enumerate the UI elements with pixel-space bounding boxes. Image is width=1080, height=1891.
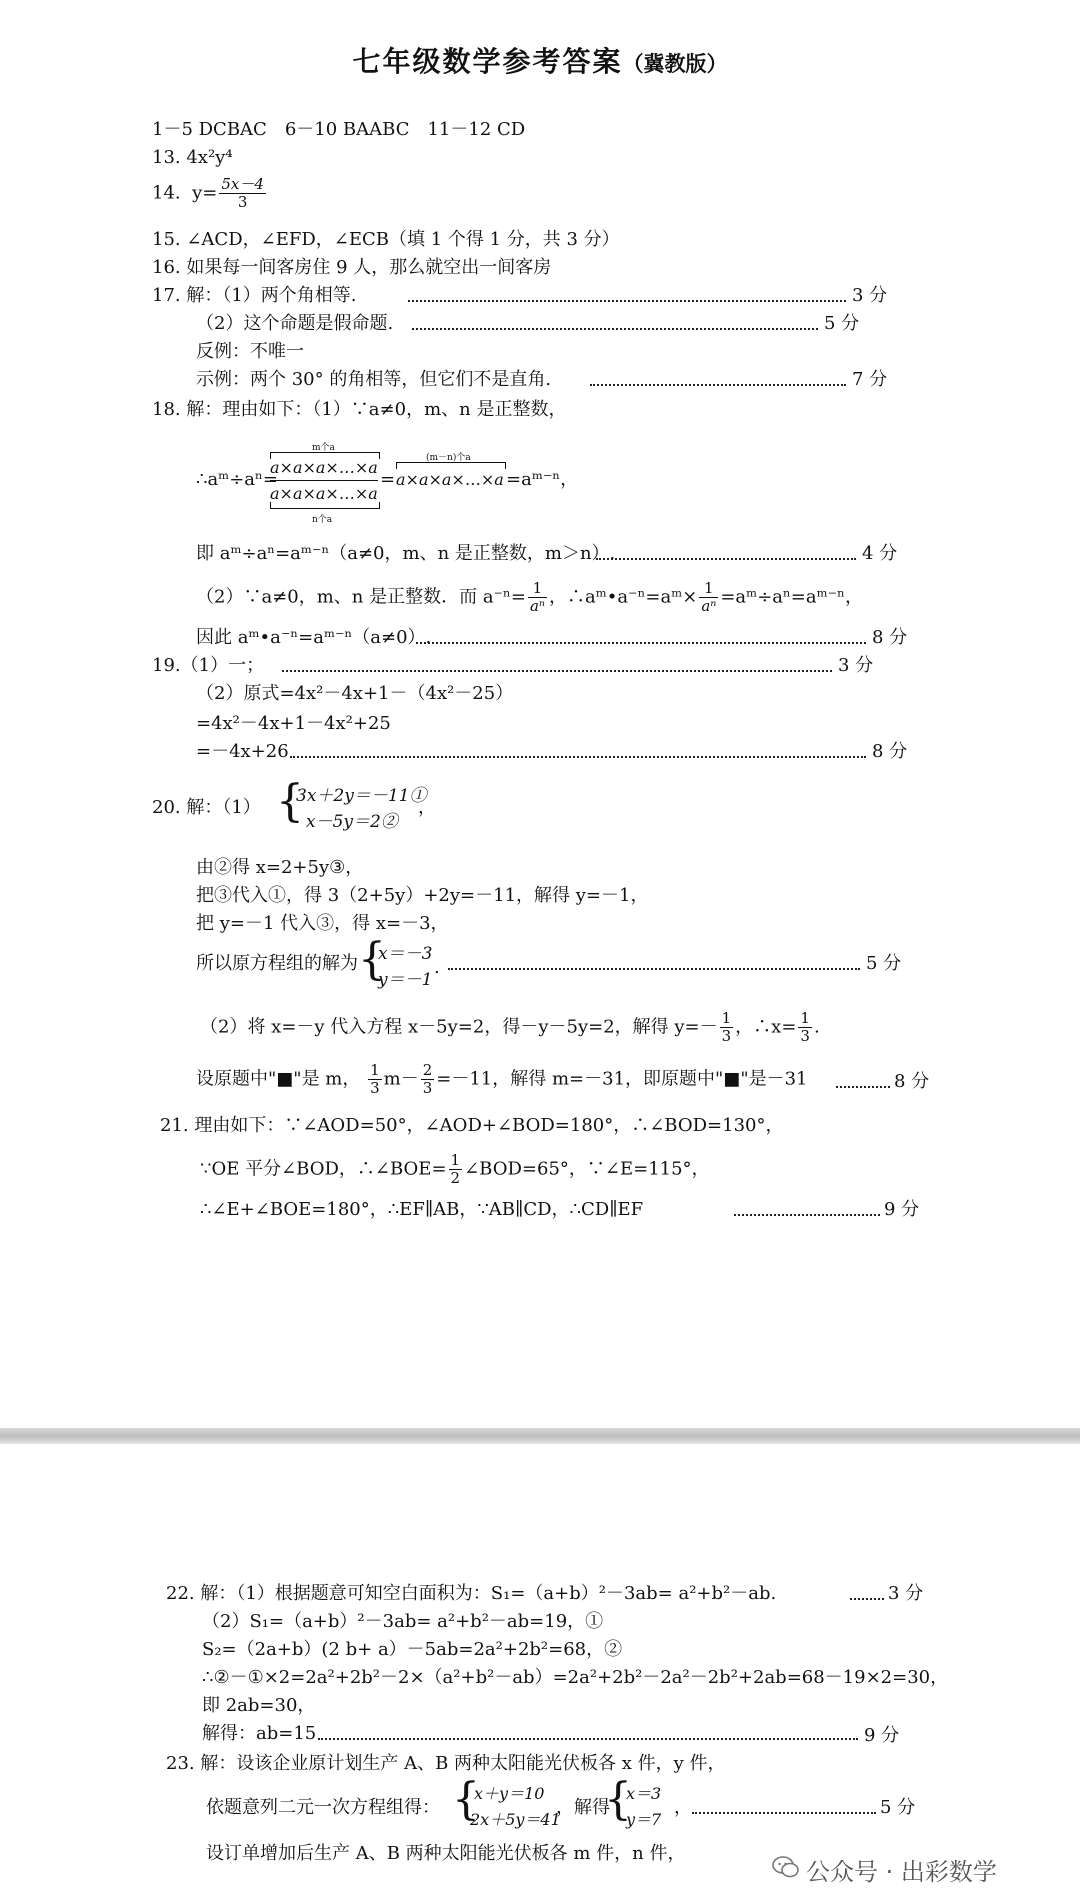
brace-label-bottom: n个a — [312, 515, 333, 525]
leader-dots — [850, 1598, 884, 1600]
system-brace: { — [276, 776, 304, 827]
answer-20-line7: 设原题中"■"是 m， $\frac{1}{3}$ m－ $\frac{2}{3}$ =－11，解得 m=－31，即原题中"■"是－31 — [196, 1061, 808, 1097]
answer-page-1: 七年级数学参考答案（冀教版） 1－5 DCBAC 6－10 BAABC 11－12 CD 13. 4x²y⁴ 14. y= $\frac{5x-4}{3}$ 15. ∠ACD，∠EFD，∠ECB（填 1 个得 1 分，共 3 分） 16. 如果每一间客房住 9 人，那么就空出一间客房 17. 解：（1）两个角相等. 3 分 （2）这个命题是假命题. 5 分 反例：不唯一 示例：两个 30° 的角相等，但它们不是直角. 7 分 18. 解：理由如下：（1）∵a≠0，m、n 是正整数， ∴aᵐ÷aⁿ= m个a a×a×a×…×a a×a×a×…×a n个a = (m－n)个a a×a×a×…×a =aᵐ⁻ⁿ， 即 aᵐ÷aⁿ=aᵐ⁻ⁿ（a≠0，m、n 是正整数，m＞n）. 4 分 （2）∵a≠0，m、n 是正整数．而 a⁻ⁿ= $\frac{1}{\text{aⁿ}}$ ，∴aᵐ•a⁻ⁿ=aᵐ× $\frac{1}{\text{aⁿ}}$ =aᵐ÷aⁿ=aᵐ⁻ⁿ， 因此 aᵐ•a⁻ⁿ=aᵐ⁻ⁿ（a≠0）. 8 分 19.（1）一； 3 分 （2）原式=4x²－4x+1－（4x²－25） =4x²－4x+1－4x²+25 =－4x+26 8 分 20. 解：（1） { 3x＋2y＝－11① x－5y＝2② ， 由②得 x=2+5y③， 把③代入①，得 3（2+5y）+2y=－11，解得 y=－1， 把 y=－1 代入③，得 x=－3， 所以原方程组的解为 { x＝－3 y＝－1 . 5 分 （2）将 x=－y 代入方程 x－5y=2，得－y－5y=2，解得 y=－ $\frac{1}{3}$ ，∴x= $\frac{1}{3}$ . 设原题中"■"是 m， $\frac{1}{3}$ m－ $\frac{2}{3}$ =－11，解得 m=－31，即原题中"■"是－31 8 分 21. 理由如下：∵∠AOD=50°，∠AOD+∠BOD=180°，∴∠BOD=130°， ∵OE 平分∠BOD，∴∠BOE= $\frac{1}{2}$ ∠BOD=65°，∵∠E=115°， ∴∠E+∠BOE=180°，∴EF∥AB，∵AB∥CD，∴CD∥EF 9 分 — [0, 0, 1080, 1428]
page-title: 七年级数学参考答案（冀教版） — [352, 45, 728, 78]
answer-13: 13. 4x²y⁴ — [152, 147, 233, 168]
answer-20-line4: 把 y=－1 代入③，得 x=－3， — [196, 913, 449, 934]
score: 9 分 — [884, 1199, 920, 1220]
score: 3 分 — [838, 655, 874, 676]
leader-dots — [596, 558, 856, 560]
fraction-bar — [270, 480, 378, 481]
answer-19-line1: 19.（1）一； — [152, 655, 265, 676]
solution-x: x＝－3 — [378, 944, 433, 964]
answer-22-line3: S₂=（2a+b）(2 b+ a）－5ab=2a²+2b²=68，② — [202, 1639, 623, 1660]
score: 3 分 — [888, 1583, 924, 1604]
wechat-icon — [772, 1856, 800, 1878]
answer-15: 15. ∠ACD，∠EFD，∠ECB（填 1 个得 1 分，共 3 分） — [152, 229, 620, 250]
score: 8 分 — [872, 741, 908, 762]
fraction: $\frac{5x-4}{3}$ — [221, 175, 264, 211]
score: 5 分 — [880, 1797, 916, 1818]
answer-18-line5: 因此 aᵐ•a⁻ⁿ=aᵐ⁻ⁿ（a≠0）. — [196, 627, 432, 648]
answer-18-line4: （2）∵a≠0，m、n 是正整数．而 a⁻ⁿ= $\frac{1}{\text{aⁿ}}$ ，∴aᵐ•a⁻ⁿ=aᵐ× $\frac{1}{\text{aⁿ}}$ =aᵐ÷aⁿ=aᵐ⁻ⁿ， — [196, 579, 863, 615]
leader-dots — [408, 300, 846, 302]
result-product: a×a×a×…×a — [396, 470, 504, 489]
score: 7 分 — [852, 369, 888, 390]
score: 4 分 — [862, 543, 898, 564]
solution-y: y＝7 — [626, 1810, 662, 1829]
leader-dots — [836, 1086, 890, 1088]
answer-choice: 1－5 DCBAC 6－10 BAABC 11－12 CD — [152, 119, 526, 140]
solution-x: x＝3 — [626, 1784, 662, 1803]
solution-brace: { — [358, 934, 386, 985]
answer-17-line3: 反例：不唯一 — [196, 341, 304, 362]
leader-dots — [734, 1214, 880, 1216]
answer-19-line3: =4x²－4x+1－4x²+25 — [196, 713, 391, 734]
answer-17-line2: （2）这个命题是假命题. — [196, 313, 394, 334]
watermark: 公众号 · 出彩数学 — [806, 1858, 997, 1886]
leader-dots — [318, 1738, 858, 1740]
answer-19-line2: （2）原式=4x²－4x+1－（4x²－25） — [196, 683, 514, 704]
answer-20-line1: 20. 解：（1） — [152, 797, 261, 818]
solution-y: y＝－1 — [378, 970, 433, 990]
answer-21-line3: ∴∠E+∠BOE=180°，∴EF∥AB，∵AB∥CD，∴CD∥EF — [200, 1199, 644, 1220]
answer-21-line1: 21. 理由如下：∵∠AOD=50°，∠AOD+∠BOD=180°，∴∠BOD=130°， — [160, 1115, 784, 1136]
answer-22-line2: （2）S₁=（a+b）²－3ab= a²+b²－ab=19，① — [202, 1611, 604, 1632]
denominator-product: a×a×a×…×a — [270, 484, 378, 503]
equals: = — [380, 469, 396, 490]
system-brace: { — [452, 1774, 480, 1825]
system-equation-2: x－5y＝2② — [306, 812, 398, 832]
leader-dots — [282, 670, 832, 672]
brace-label-mid: (m－n)个a — [426, 453, 471, 463]
leader-dots — [692, 1812, 876, 1814]
page-separator — [0, 1428, 1080, 1444]
score: 3 分 — [852, 285, 888, 306]
score: 5 分 — [866, 953, 902, 974]
answer-20-line5: 所以原方程组的解为 — [196, 953, 358, 974]
answer-23-line2: 依题意列二元一次方程组得： — [206, 1797, 440, 1818]
answer-20-line6: （2）将 x=－y 代入方程 x－5y=2，得－y－5y=2，解得 y=－ $\frac{1}{3}$ ，∴x= $\frac{1}{3}$ . — [200, 1009, 820, 1045]
answer-16: 16. 如果每一间客房住 9 人，那么就空出一间客房 — [152, 257, 552, 278]
answer-21-line2: ∵OE 平分∠BOD，∴∠BOE= $\frac{1}{2}$ ∠BOD=65°，∵∠E=115°， — [200, 1151, 710, 1187]
answer-20-line2: 由②得 x=2+5y③， — [196, 857, 364, 878]
score: 8 分 — [872, 627, 908, 648]
answer-23-line1: 23. 解：设该企业原计划生产 A、B 两种太阳能光伏板各 x 件，y 件， — [166, 1753, 726, 1774]
numerator-product: a×a×a×…×a — [270, 458, 378, 477]
system-equation-1: 3x＋2y＝－11① — [296, 786, 427, 806]
answer-17-line4: 示例：两个 30° 的角相等，但它们不是直角. — [196, 369, 552, 390]
answer-17-line1: 17. 解：（1）两个角相等. — [152, 285, 357, 306]
answer-18-line3: 即 aᵐ÷aⁿ=aᵐ⁻ⁿ（a≠0，m、n 是正整数，m＞n）. — [196, 543, 616, 564]
answer-page-2: 22. 解：（1）根据题意可知空白面积为：S₁=（a+b）²－3ab= a²+b²－ab. 3 分 （2）S₁=（a+b）²－3ab= a²+b²－ab=19，① S₂=（2a+b）(2 b+ a）－5ab=2a²+2b²=68，② ∴②－①×2=2a²+2b²－2×（a²+b²－ab）=2a²+2b²－2a²－2b²+2ab=68－19×2=30， 即 2ab=30， 解得：ab=15 9 分 23. 解：设该企业原计划生产 A、B 两种太阳能光伏板各 x 件，y 件， 依题意列二元一次方程组得： { x＋y＝10 2x＋5y＝41 ，解得 { x＝3 y＝7 ， 5 分 设订单增加后生产 A、B 两种太阳能光伏板各 m 件，n 件， — [0, 1444, 1080, 1891]
power-lhs: ∴aᵐ÷aⁿ= — [196, 469, 278, 490]
answer-18-line1: 18. 解：理由如下：（1）∵a≠0，m、n 是正整数， — [152, 399, 567, 420]
answer-19-line4: =－4x+26 — [196, 741, 289, 762]
answer-22-line6: 解得：ab=15 — [202, 1723, 317, 1744]
solution-brace: { — [604, 1774, 632, 1825]
system-equation-2: 2x＋5y＝41 — [470, 1810, 561, 1829]
leader-dots — [448, 968, 860, 970]
underbrace — [270, 502, 380, 509]
leader-dots — [412, 328, 818, 330]
answer-22-line4: ∴②－①×2=2a²+2b²－2×（a²+b²－ab）=2a²+2b²－2a²－2b²+2ab=68－19×2=30， — [202, 1667, 949, 1688]
leader-dots — [416, 642, 866, 644]
answer-14: 14. y= $\frac{5x-4}{3}$ — [152, 175, 264, 211]
leader-dots — [290, 756, 866, 758]
system-equation-1: x＋y＝10 — [474, 1784, 545, 1803]
brace-label-top: m个a — [312, 443, 335, 453]
power-rhs: =aᵐ⁻ⁿ， — [506, 469, 579, 490]
score: 8 分 — [894, 1071, 930, 1092]
leader-dots — [590, 384, 846, 386]
score: 5 分 — [824, 313, 860, 334]
answer-22-line5: 即 2ab=30， — [202, 1695, 316, 1716]
answer-20-line3: 把③代入①，得 3（2+5y）+2y=－11，解得 y=－1， — [196, 885, 649, 906]
answer-22-line1: 22. 解：（1）根据题意可知空白面积为：S₁=（a+b）²－3ab= a²+b²－ab. — [166, 1583, 777, 1604]
answer-23-line3: 设订单增加后生产 A、B 两种太阳能光伏板各 m 件，n 件， — [206, 1843, 686, 1864]
score: 9 分 — [864, 1725, 900, 1746]
